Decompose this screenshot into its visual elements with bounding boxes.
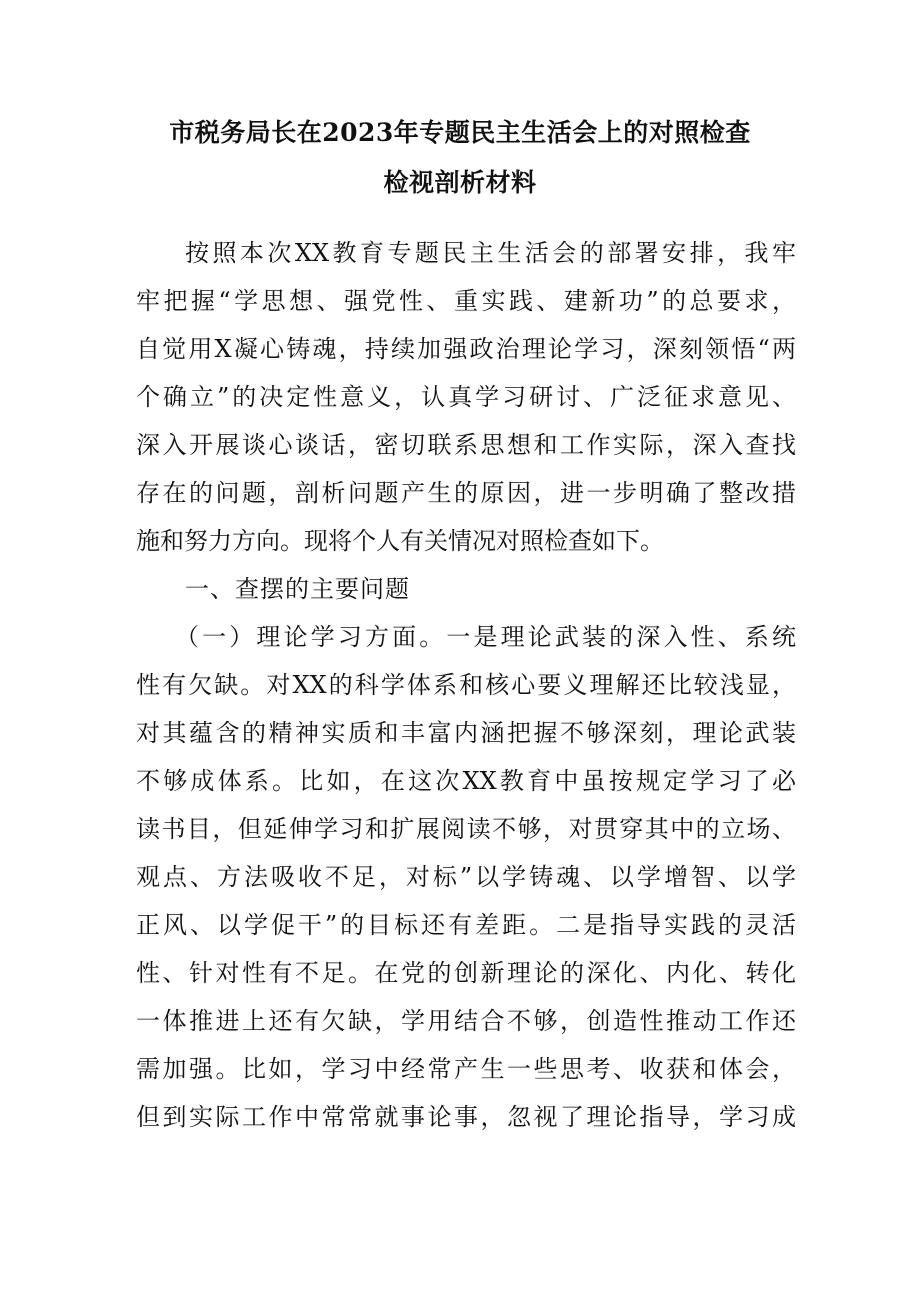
paragraph-2-line: 正风、以学促干”的目标还有差距。二是指导实践的灵活 bbox=[136, 911, 796, 939]
paragraph-2-line: 观点、方法吸收不足，对标”以学铸魂、以学增智、以学 bbox=[136, 863, 796, 891]
paragraph-2-line: 不够成体系。比如，在这次XX教育中虽按规定学习了必 bbox=[136, 767, 796, 795]
paragraph-2-line: 性有欠缺。对XX的科学体系和核心要义理解还比较浅显， bbox=[136, 671, 796, 699]
paragraph-1-line: 个确立”的决定性意义，认真学习研讨、广泛征求意见、 bbox=[136, 383, 796, 411]
paragraph-1-line: 施和努力方向。现将个人有关情况对照检查如下。 bbox=[136, 527, 664, 555]
paragraph-1-line: 深入开展谈心谈话，密切联系思想和工作实际，深入查找 bbox=[136, 431, 796, 459]
paragraph-1-line: 按照本次XX教育专题民主生活会的部署安排，我牢 bbox=[185, 239, 796, 267]
paragraph-1-line: 自觉用X凝心铸魂，持续加强政治理论学习，深刻领悟“两 bbox=[136, 335, 796, 363]
paragraph-2-line: 读书目，但延伸学习和扩展阅读不够，对贯穿其中的立场、 bbox=[136, 815, 796, 843]
paragraph-2-line: 需加强。比如，学习中经常产生一些思考、收获和体会， bbox=[136, 1055, 796, 1083]
paragraph-2-line: 但到实际工作中常常就事论事，忽视了理论指导，学习成 bbox=[136, 1103, 796, 1131]
document-title-line-1: 市税务局长在2023年专题民主生活会上的对照检查 bbox=[169, 118, 751, 147]
section-heading: 一、查摆的主要问题 bbox=[185, 575, 410, 603]
paragraph-2-line: （一）理论学习方面。一是理论武装的深入性、系统 bbox=[175, 623, 796, 651]
paragraph-2-line: 性、针对性有不足。在党的创新理论的深化、内化、转化 bbox=[136, 959, 796, 987]
paragraph-2-line: 对其蕴含的精神实质和丰富内涵把握不够深刻，理论武装 bbox=[136, 719, 796, 747]
document-title-line-2: 检视剖析材料 bbox=[383, 168, 537, 197]
paragraph-1-line: 存在的问题，剖析问题产生的原因，进一步明确了整改措 bbox=[136, 479, 796, 507]
paragraph-1-line: 牢把握“学思想、强党性、重实践、建新功”的总要求， bbox=[136, 287, 796, 315]
paragraph-2-line: 一体推进上还有欠缺，学用结合不够，创造性推动工作还 bbox=[136, 1007, 796, 1035]
